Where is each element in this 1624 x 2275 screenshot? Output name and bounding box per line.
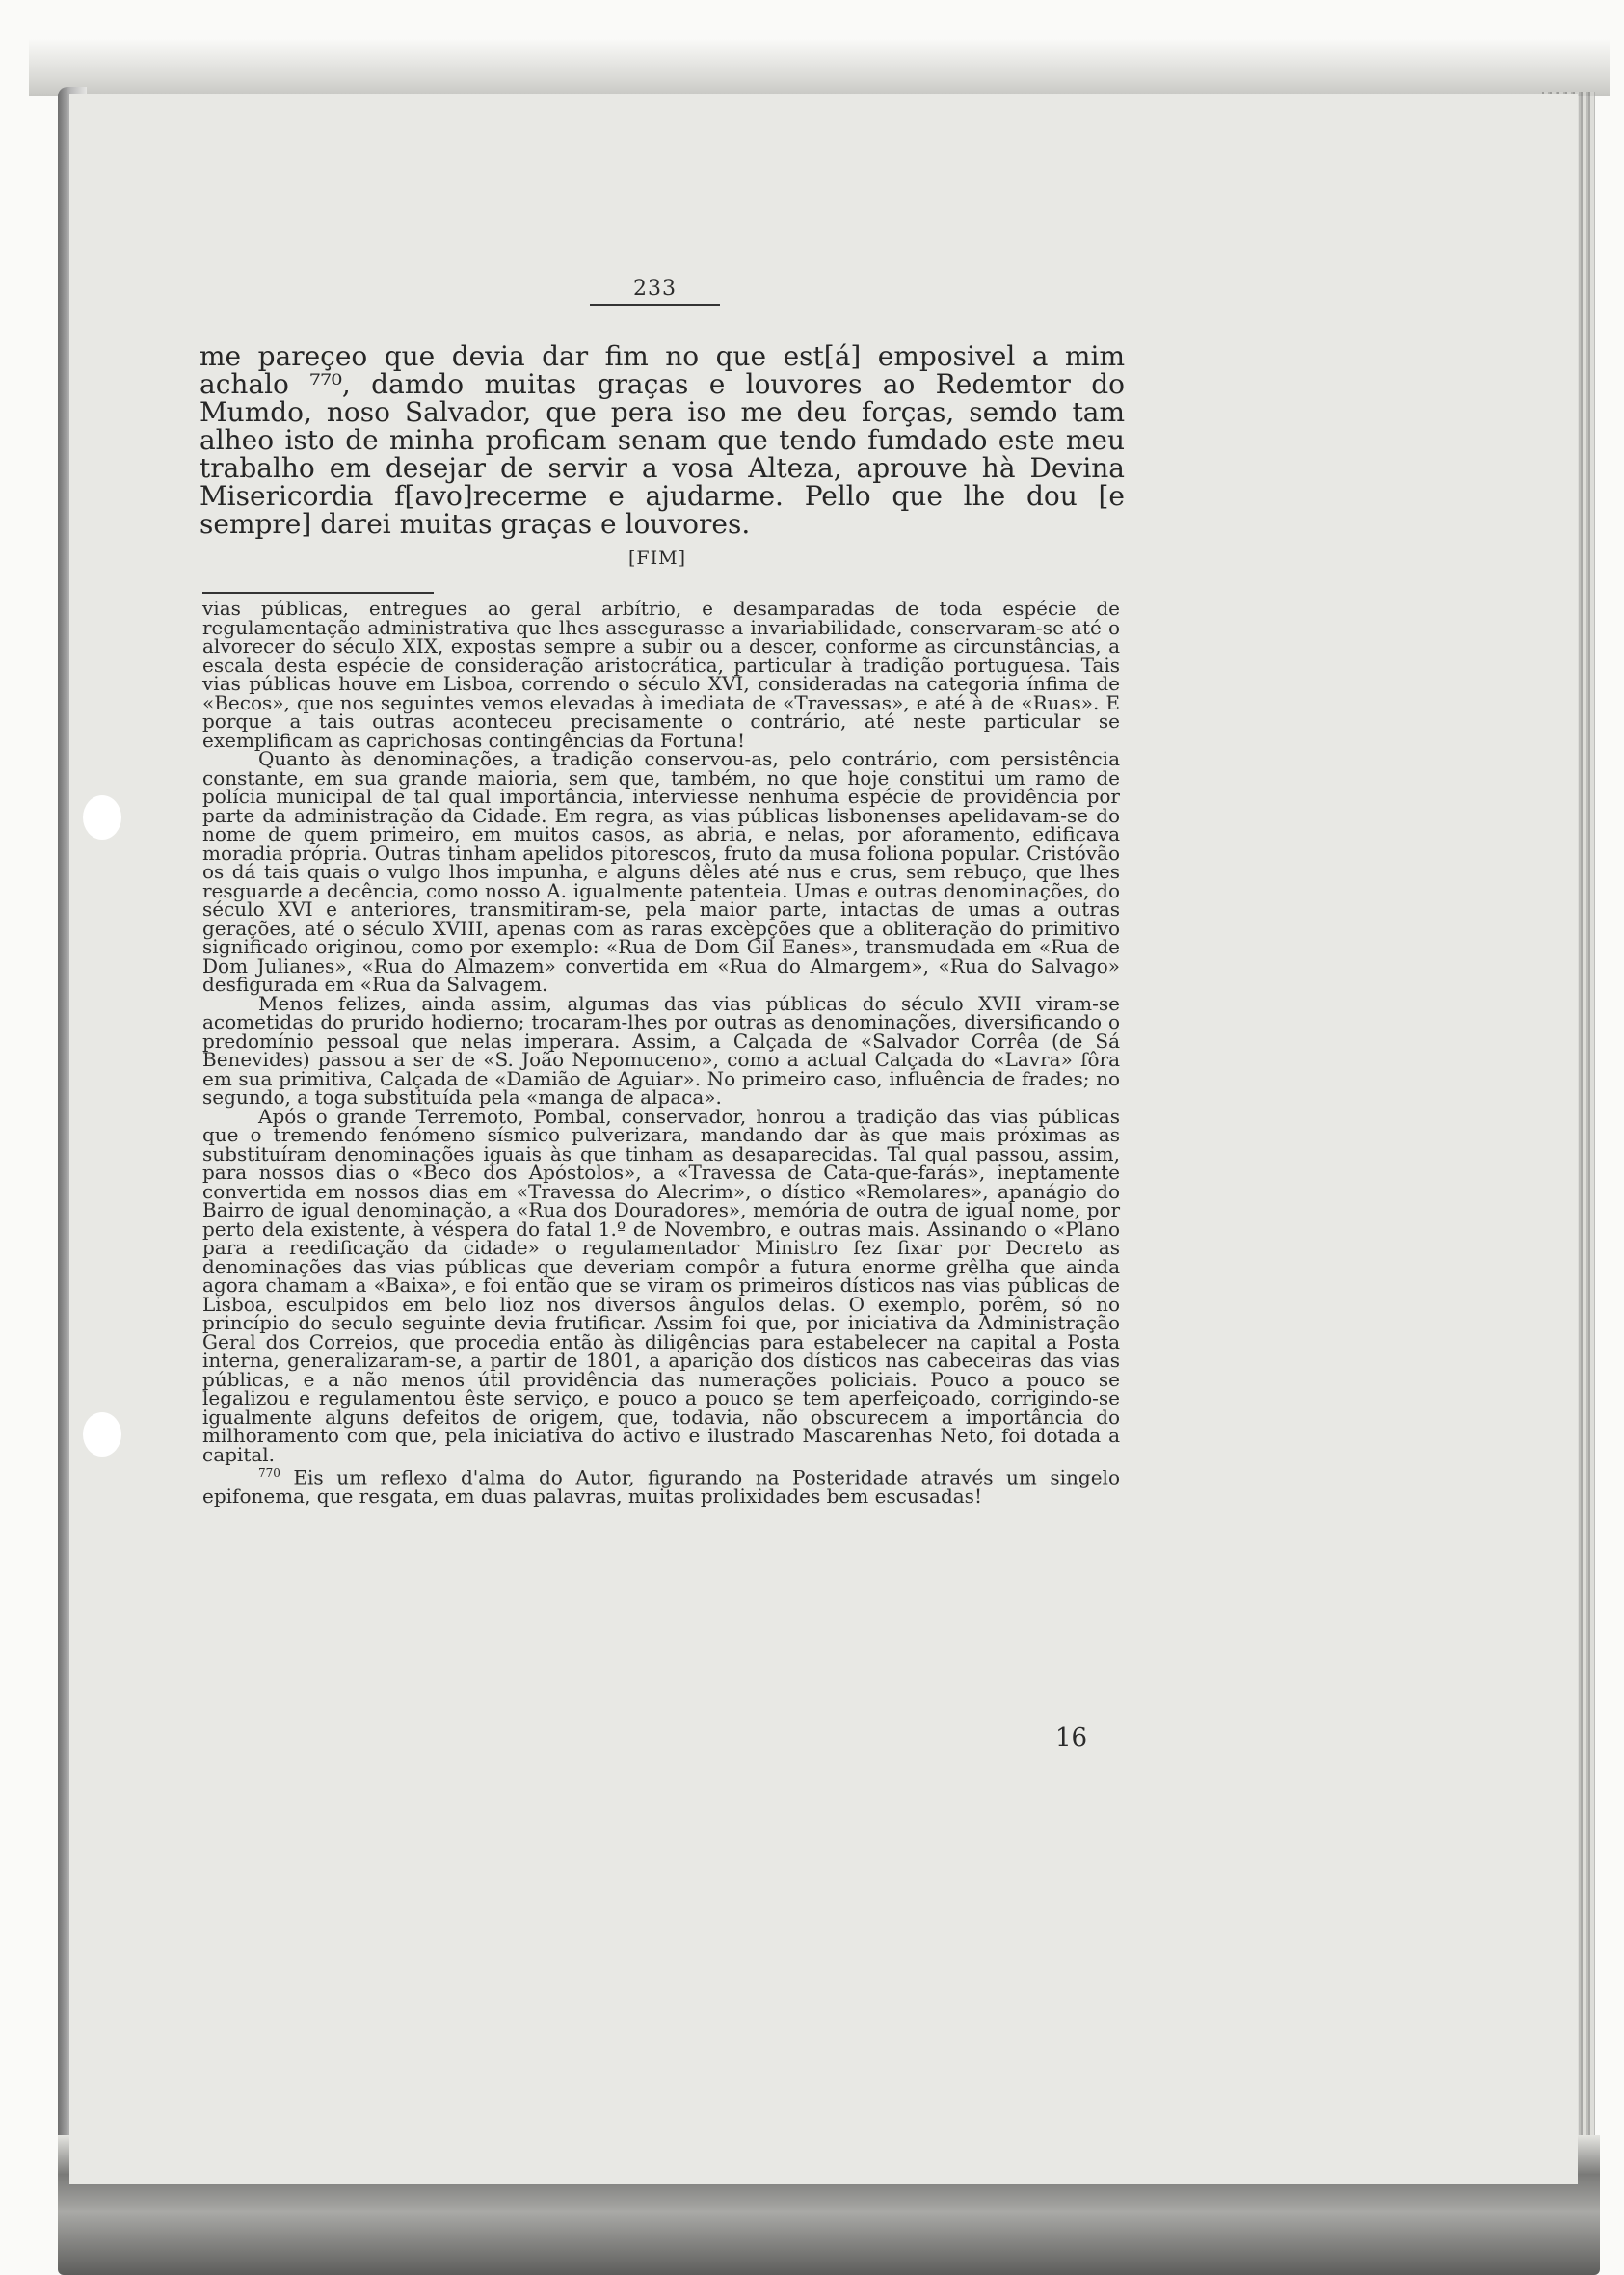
page-number: 233 (590, 277, 720, 306)
signature-mark: 16 (1055, 1724, 1088, 1753)
end-marker: [FIM] (628, 548, 686, 569)
footnote-paragraph: Após o grande Terremoto, Pombal, conservador, honrou a tradição das vias públicas que o tremendo fenómeno sísmico pulverizara, mandando dar às que mais próximas as substituíram denominações iguais às que tinham as desaparecidas. Tal qual passou, assim, para nossos dias o «Beco dos Apóstolos», a «Travessa de Cata-que-farás», ineptamente convertida em nossos dias em «Travessa do Alecrim», o dístico «Remolares», apanágio do Bairro de igual denominação, a «Rua dos Douradores», memória de outra de igual nome, por perto dela existente, à véspera do fatal 1.º de Novembro, e outras mais. Assinando o «Plano para a reedificação da cidade» o regulamentador Ministro fez fixar por Decreto as denominações das vias públicas que deveriam compôr a futura enorme grêlha que ainda agora chamam a «Baixa», e foi então que se viram os primeiros dísticos nas vias públicas de Lisboa, esculpidos em belo lioz nos diversos ângulos delas. O exemplo, porêm, só no princípio do seculo seguinte devia frutificar. Assim foi que, por iniciativa da Administração Geral dos Correios, que procedia então às diligências para estabelecer na capital a Posta interna, generalizaram-se, a partir de 1801, a aparição dos dísticos nas cabeceiras das vias públicas, e a não menos útil providência das numerações policiais. Pouco a pouco se legalizou e regulamentou êste serviço, e pouco a pouco se tem aperfeiçoado, corrigindo-se igualmente alguns defeitos de origem, que, todavia, não obscurecem a importância do milhoramento com que, pela iniciativa do activo e ilustrado Mascarenhas Neto, foi dotada a capital. (202, 1104, 1120, 1466)
footnotes-block (202, 597, 1120, 1509)
footnote-paragraph: Quanto às denominações, a tradição conservou-as, pelo contrário, com persistência constante, em sua grande maioria, sem que, também, no que hoje constitui um ramo de polícia municipal de tal qual importância, interviesse nenhuma espécie de providência por parte da administração da Cidade. Em regra, as vias públicas lisbonenses apelidavam-se do nome de quem primeiro, em muitos casos, as abria, e nelas, por aforamento, edificava moradia própria. Outras tinham apelidos pitorescos, fruto da musa foliona popular. Cristóvão os dá tais quais o vulgo lhos impunha, e alguns dêles até nus e crus, sem rebuço, que lhes resguarde a decência, como nosso A. igualmente patenteia. Umas e outras denominações, do século XVI e anteriores, transmitiram-se, pela maior parte, intactas de umas a outras gerações, até o século XVIII, apenas com as raras excèpções que a obliteração do primitivo significado originou, como por exemplo: «Rua de Dom Gil Eanes», transmudada em «Rua de Dom Julianes», «Rua do Almazem» convertida em «Rua do Almargem», «Rua do Salvago» desfigurada em «Rua da Salvagem. (202, 747, 1120, 996)
footnote-text: Eis um reflexo d'alma do Autor, figurando na Posteridade através um singelo epifonema, que resgata, em duas palavras, muitas prolixidades bem escusadas! (202, 1465, 1120, 1509)
footnote-rule (202, 592, 434, 594)
main-text-block (200, 342, 1125, 538)
main-paragraph: me pareçeo que devia dar fim no que est[á] emposivel a mim achalo ⁷⁷⁰, damdo muitas graças e louvores ao Redemtor do Mumdo, noso Salvador, que pera iso me deu forças, semdo tam alheo isto de minha proficam senam que tendo fumdado este meu trabalho em desejar de servir a vosa Alteza, aprouve hà Devina Misericordia f[avo]recerme e ajudarme. Pello que lhe dou [e sempre] darei muitas graças e louvores. (200, 340, 1125, 540)
scan-top-shadow (29, 39, 1610, 96)
punch-hole-lower (83, 1412, 121, 1457)
footnote-paragraph: Menos felizes, ainda assim, algumas das vias públicas do século XVII viram-se acometidas do prurido hodierno; trocaram-lhes por outras as denominações, diversificando o predomínio pessoal que nelas imperara. Assim, a Calçada de «Salvador Corrêa (de Sá Benevides) passou a ser de «S. João Nepomuceno», como a actual Calçada do «Lavra» fôra em sua primitiva, Calçada de «Damião de Aguiar». No primeiro caso, influência de frades; no segundo, a toga substituída pela «manga de alpaca». (202, 991, 1120, 1109)
footnote-number: 770 (258, 1466, 280, 1480)
punch-hole-upper (83, 795, 121, 840)
footnote-770 (202, 1464, 1120, 1507)
footnote-continuation: vias públicas, entregues ao geral arbítrio, e desamparadas de toda espécie de regulamentação administrativa que lhes assegurasse a invariabilidade, conservaram-se até o alvorecer do século XIX, expostas sempre a subir ou a descer, conforme as circunstâncias, a escala desta espécie de consideração aristocrática, particular à tradição portuguesa. Tais vias públicas houve em Lisboa, correndo o século XVI, consideradas na categoria ínfima de «Becos», que nos seguintes vemos elevadas à imediata de «Travessas», e até à de «Ruas». E porque a tais outras aconteceu precisamente o contrário, até neste particular se exemplificam as caprichosas contingências da Fortuna! (202, 597, 1120, 752)
